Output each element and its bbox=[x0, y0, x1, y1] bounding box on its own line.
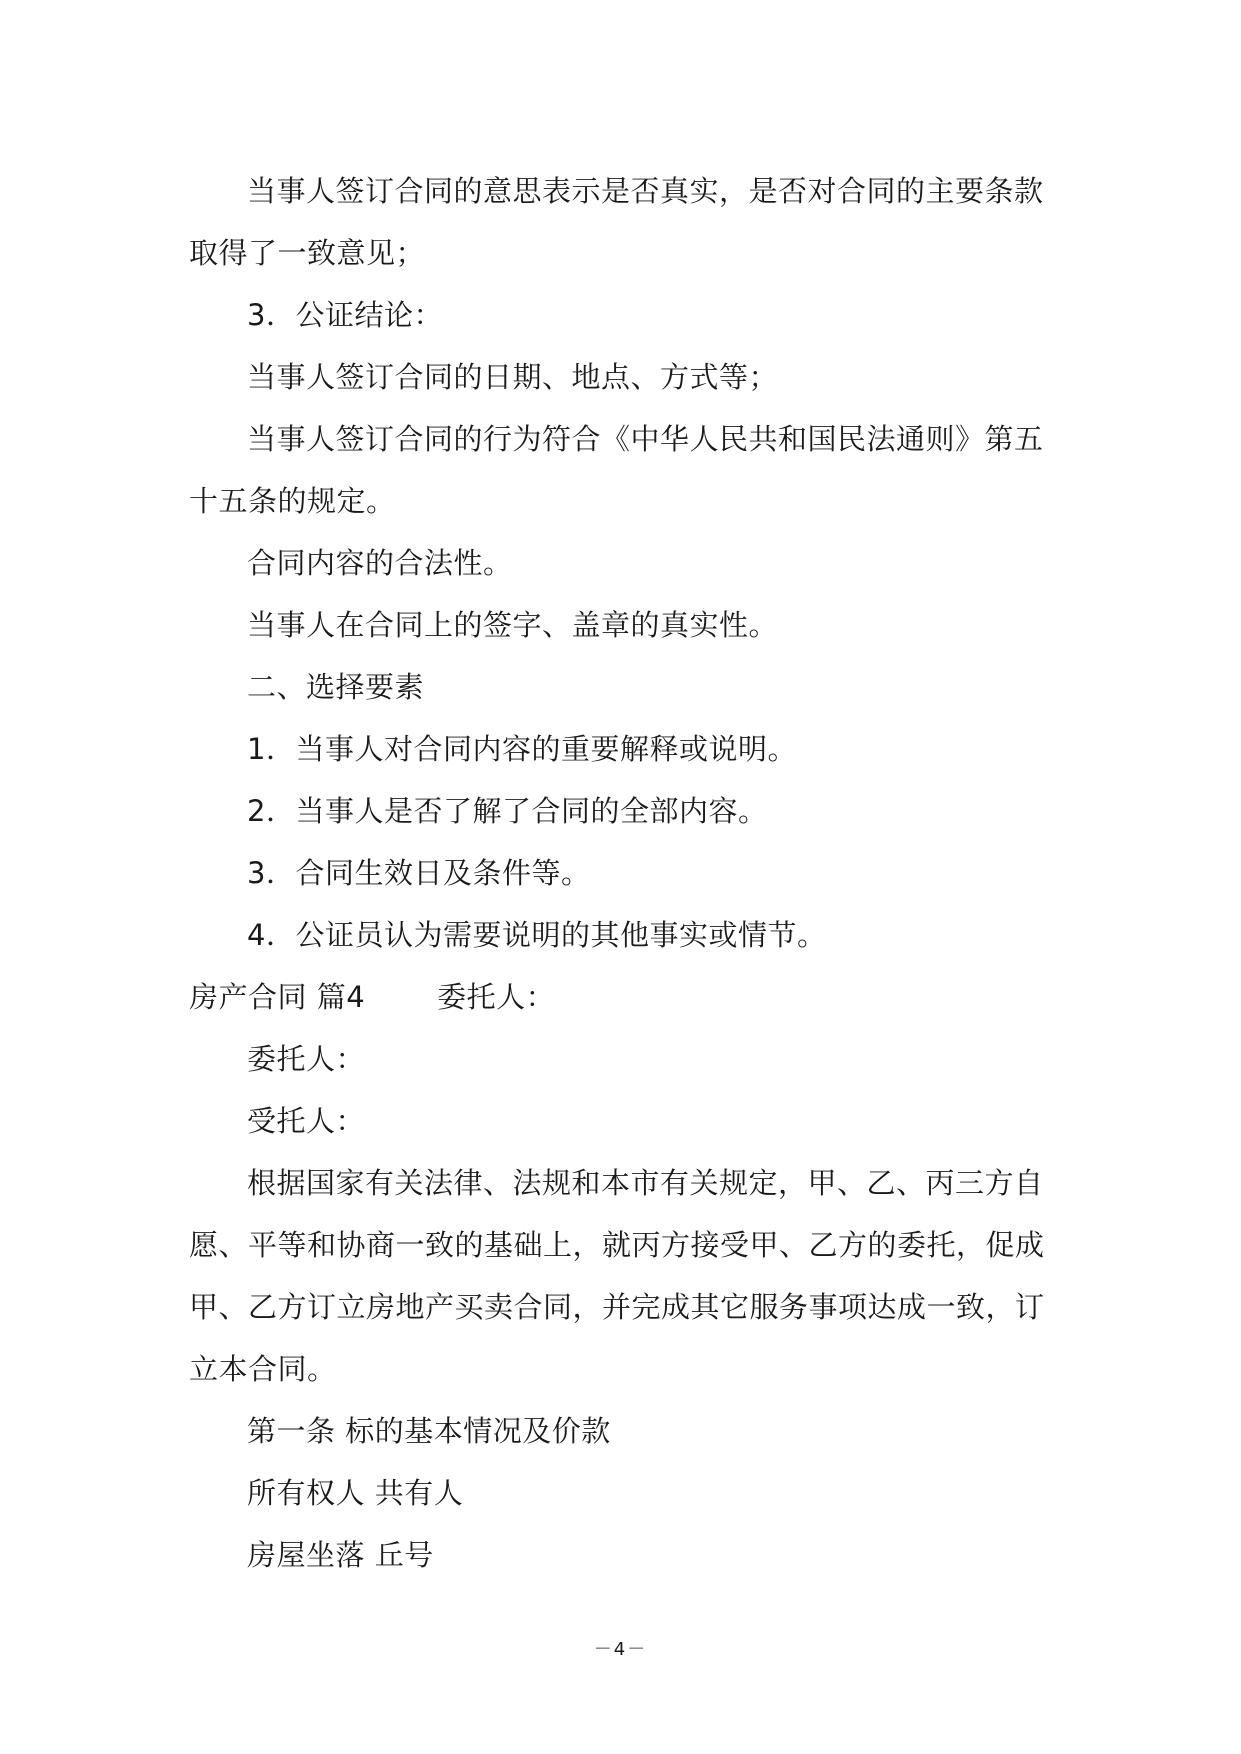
list-item: 2．当事人是否了解了合同的全部内容。 bbox=[247, 794, 768, 828]
paragraph: 当事人签订合同的意思表示是否真实，是否对合同的主要条款取得了一致意见； bbox=[189, 174, 1044, 270]
paragraph: 当事人在合同上的签字、盖章的真实性。 bbox=[247, 608, 779, 642]
paragraph: 委托人： bbox=[247, 1042, 366, 1076]
paragraph: 合同内容的合法性。 bbox=[247, 546, 513, 580]
paragraph: 房屋坐落 丘号 bbox=[247, 1538, 434, 1572]
list-item: 3．合同生效日及条件等。 bbox=[247, 856, 591, 890]
section-heading bbox=[189, 966, 1059, 1028]
paragraph: 所有权人 共有人 bbox=[247, 1476, 464, 1510]
paragraph: 第一条 标的基本情况及价款 bbox=[247, 1414, 611, 1448]
paragraph: 当事人签订合同的日期、地点、方式等； bbox=[247, 360, 779, 394]
paragraph: 根据国家有关法律、法规和本市有关规定，甲、乙、丙三方自愿、平等和协商一致的基础上，就丙方接受甲、乙方的委托，促成甲、乙方订立房地产买卖合同，并完成其它服务事项达成一致，订立本合同。 bbox=[189, 1166, 1045, 1386]
page-number: －4－ bbox=[593, 1639, 648, 1660]
paragraph: 3．公证结论： bbox=[247, 298, 443, 332]
document-body bbox=[189, 160, 1059, 1586]
paragraph: 二、选择要素 bbox=[247, 670, 425, 704]
section-heading-after: 委托人： bbox=[437, 980, 556, 1014]
list-item: 4．公证员认为需要说明的其他事实或情节。 bbox=[247, 918, 827, 952]
paragraph: 受托人： bbox=[247, 1104, 366, 1138]
paragraph: 当事人签订合同的行为符合《中华人民共和国民法通则》第五十五条的规定。 bbox=[189, 422, 1044, 518]
list-item: 1．当事人对合同内容的重要解释或说明。 bbox=[247, 732, 797, 766]
section-title: 房产合同 篇4 bbox=[189, 980, 366, 1014]
